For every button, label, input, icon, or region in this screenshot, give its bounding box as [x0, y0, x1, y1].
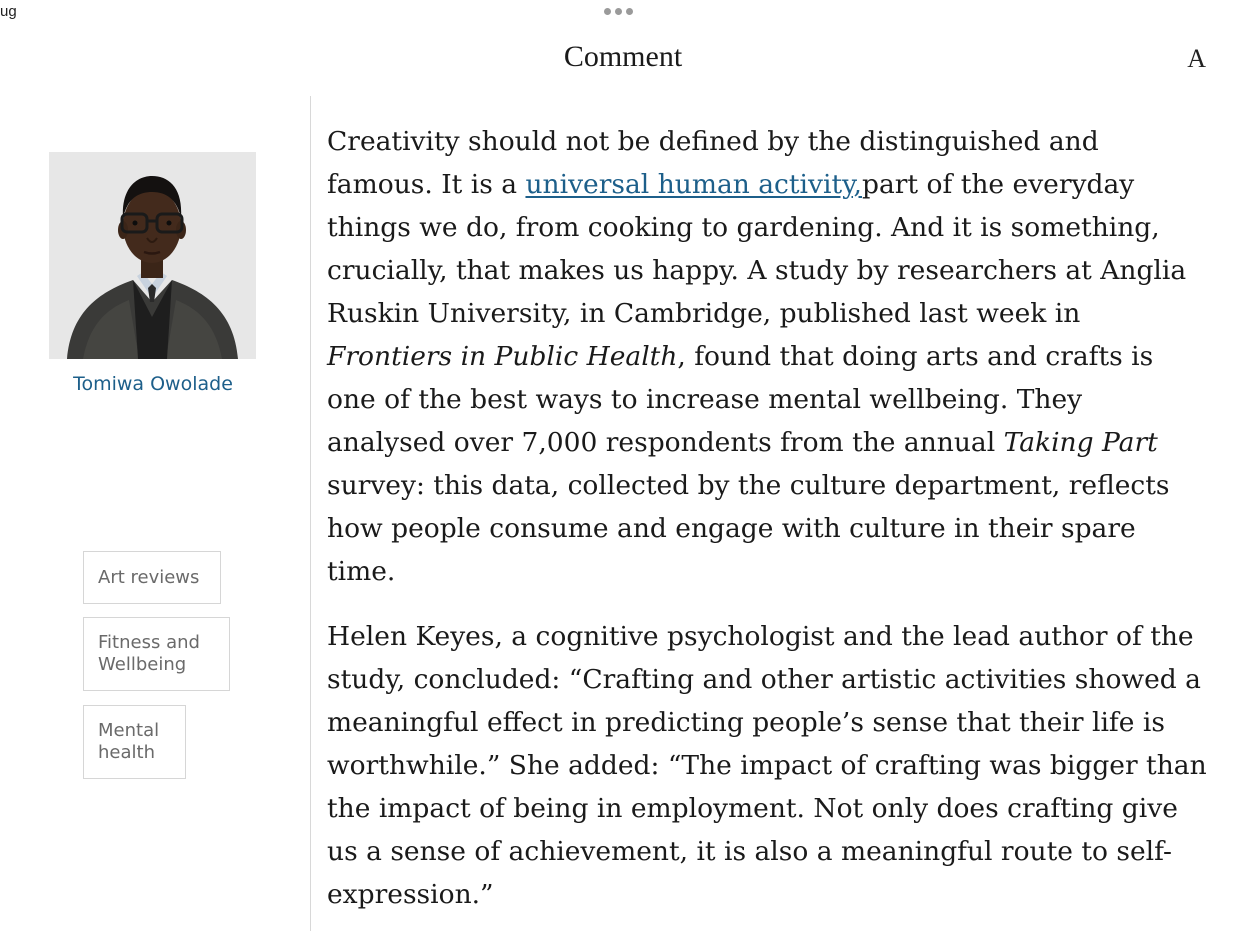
- tag-art-reviews[interactable]: [83, 551, 221, 604]
- author-sidebar: [0, 0, 310, 931]
- universal-human-activity-link[interactable]: universal human activity,: [525, 169, 862, 200]
- article-body: [327, 120, 1207, 916]
- author-avatar: [49, 152, 256, 359]
- drag-handle-icon[interactable]: [604, 8, 633, 15]
- cropped-edge-text-right: A: [1187, 44, 1206, 73]
- column-divider: [310, 96, 311, 931]
- cropped-edge-text-left: ug: [0, 3, 17, 20]
- tag-label: Mental health: [98, 720, 160, 763]
- article-paragraph: Creativity should not be defined by the distinguished and famous. It is a universal human activity,part of the everyday things we do, from cooking to gardening. And it is something, crucially, that makes us happy. A study by researchers at Anglia Ruskin University, in Cambridge, published last week in Frontiers in Public Health, found that doing arts and crafts is one of the best ways to increase mental wellbeing. They analysed over 7,000 respondents from the annual Taking Part survey: this data, collected by the culture department, reflects how people consume and engage with culture in their spare time.: [327, 126, 1187, 587]
- article-paragraph: Helen Keyes, a cognitive psychologist and the lead author of the study, concluded: “Crafting and other artistic activities showed a meaningful effect in predicting people’s sense that their life is worthwhile.” She added: “The impact of crafting was bigger than the impact of being in employment. Not only does crafting give us a sense of achievement, it is also a meaningful route to self-expression.”: [327, 621, 1207, 910]
- tag-label: Art reviews: [98, 566, 200, 588]
- author-name-link[interactable]: Tomiwa Owolade: [73, 373, 233, 395]
- author-portrait-icon: [49, 152, 256, 359]
- journal-title: Frontiers in Public Health: [327, 341, 678, 372]
- survey-title: Taking Part: [1003, 427, 1158, 458]
- tag-label: Fitness and Wellbeing: [98, 632, 200, 675]
- tag-mental-health[interactable]: [83, 705, 186, 779]
- section-title: Comment: [563, 40, 683, 73]
- tag-fitness-and-wellbeing[interactable]: [83, 617, 230, 691]
